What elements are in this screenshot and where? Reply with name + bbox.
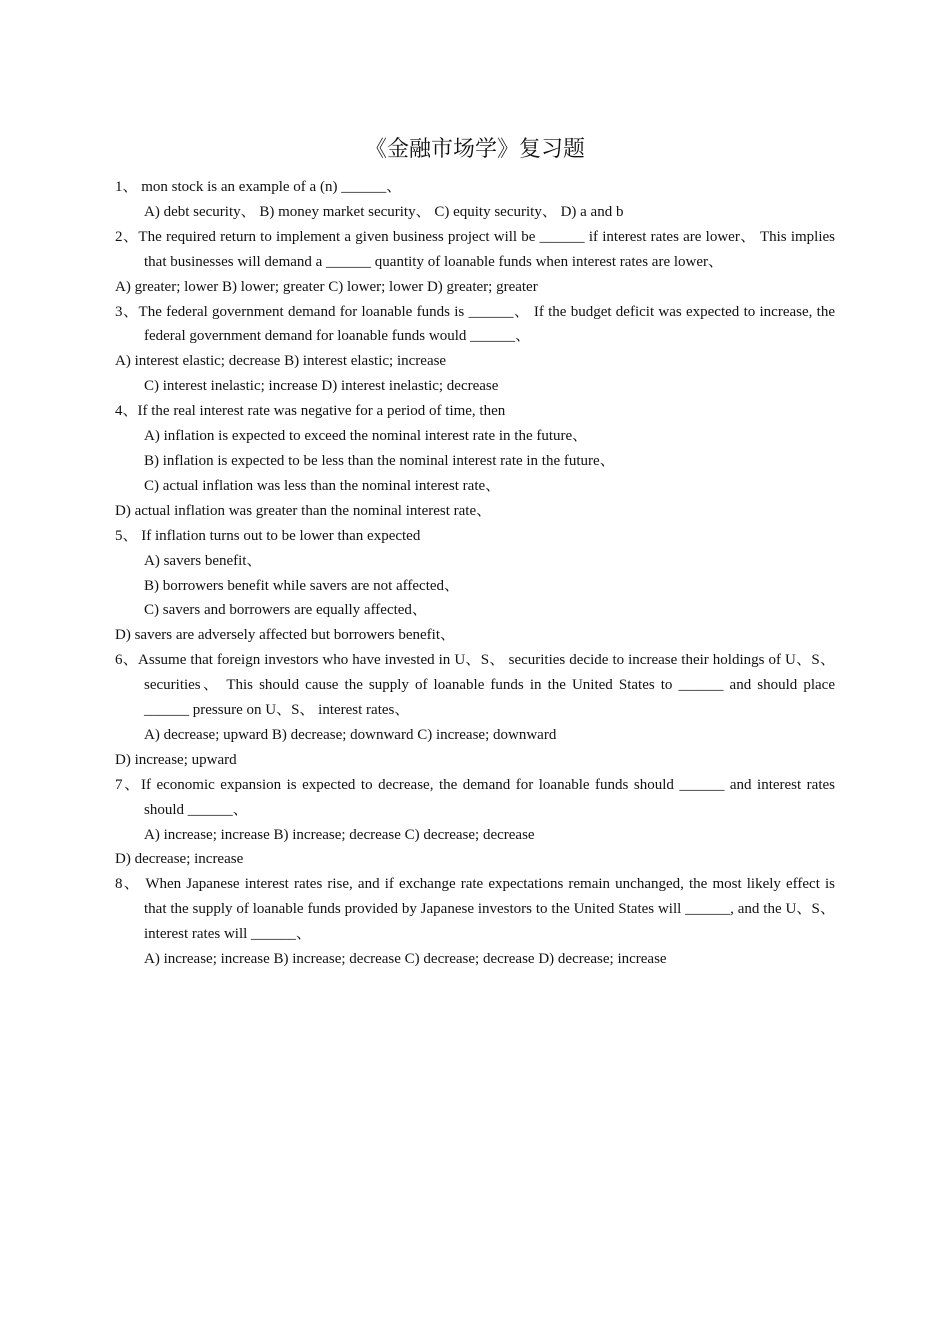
question-options: A) debt security、 B) money market security、 C) equity security、 D) a and b [144,203,624,220]
question-options: D) decrease; increase [115,851,244,868]
question-options: A) decrease; upward B) decrease; downward C) increase; downward [144,726,557,743]
question-options: A) inflation is expected to exceed the nominal interest rate in the future、 [144,428,588,445]
question-options: D) increase; upward [115,751,237,768]
question-stem: 4、If the real interest rate was negative for a period of time, then [115,403,506,420]
question-stem: 7、If economic expansion is expected to decrease, the demand for loanable funds should ______ and interest rates should ______、 [115,776,835,818]
question-stem: 2、The required return to implement a given business project will be ______ if interest rates are lower、 This implies that businesses will demand a ______ quantity of loanable funds when interest rates are lower、 [115,228,835,270]
question-stem: 5、 If inflation turns out to be lower than expected [115,527,421,544]
question-options: D) actual inflation was greater than the nominal interest rate、 [115,502,492,519]
question-stem: 6、Assume that foreign investors who have invested in U、S、 securities decide to increase their holdings of U、S、 securities、 This should cause the supply of loanable funds in the United States to ______ and should place ______ pressure on U、S、 interest rates、 [115,652,835,719]
question-stem: 3、The federal government demand for loanable funds is ______、 If the budget deficit was expected to increase, the federal government demand for loanable funds would ______、 [115,303,835,345]
page-title: 《金融市场学》复习题 [364,137,585,162]
question-options: B) borrowers benefit while savers are not affected、 [144,577,460,594]
question-stem: 8、 When Japanese interest rates rise, and if exchange rate expectations remain unchanged, the most likely effect is that the supply of loanable funds provided by Japanese investors to the United States will ______, and the U、S、 interest rates will ______、 [115,876,835,943]
question-options: A) increase; increase B) increase; decrease C) decrease; decrease D) decrease; increase [144,951,667,968]
question-stem: 1、 mon stock is an example of a (n) ______、 [115,179,402,195]
question-options: C) interest inelastic; increase D) interest inelastic; decrease [144,378,499,395]
question-list [115,175,835,972]
question-options: A) savers benefit、 [144,552,262,569]
question-options: D) savers are adversely affected but borrowers benefit、 [115,627,455,644]
question-options: C) actual inflation was less than the nominal interest rate、 [144,477,501,494]
question-options: C) savers and borrowers are equally affected、 [144,602,427,619]
question-options: B) inflation is expected to be less than the nominal interest rate in the future、 [144,452,615,469]
question-options: A) increase; increase B) increase; decrease C) decrease; decrease [144,826,535,843]
question-options: A) interest elastic; decrease B) interest elastic; increase [115,353,447,370]
question-options: A) greater; lower B) lower; greater C) lower; lower D) greater; greater [115,278,538,295]
